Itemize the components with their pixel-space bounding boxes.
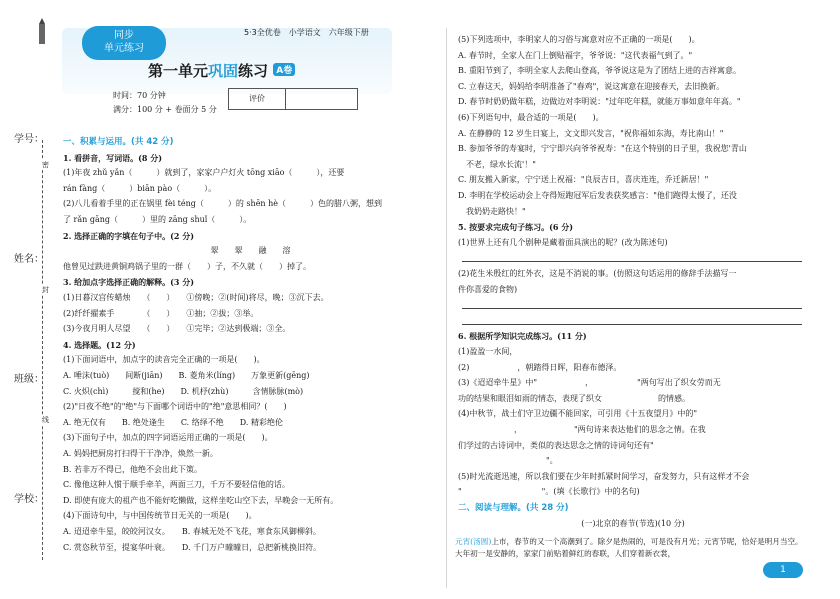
question-line: (3)下面句子中，加点的四字词语运用正确的一项是( )。: [63, 433, 273, 443]
margin-mark-feng: 封: [42, 286, 49, 294]
binding-margin: [8, 20, 56, 580]
question-line: B. 参加爷爷的寿宴时，宁宁即兴向爷爷祝寿："在这个特别的日子里，我祝您'青山: [458, 144, 747, 154]
answer-line[interactable]: [462, 261, 802, 262]
page-title: 第一单元巩固练习 A卷: [148, 60, 295, 81]
name-label: 姓名：: [14, 254, 44, 265]
question-line: B. 若非万不得已，他绝不会出此下策。: [63, 464, 202, 474]
question-line: (4)下面诗句中，与中国传统节日无关的一项是( )。: [63, 511, 257, 521]
question-heading: 2. 选择正确的字填在句子中。(2 分): [63, 230, 195, 241]
class-label: 班级：: [14, 374, 44, 385]
question-line: (2)纤纤擢素手 （ ） ①抽；②拔；③举。: [63, 308, 259, 318]
question-line: B. 重阳节到了，李明全家人去爬山登高，爷爷说这是为了团结上进的吉祥寓意。: [458, 66, 741, 76]
question-line: C. 立春这天，妈妈给李明准备了"春鸡"，说这寓意在迎接春天，去旧换新。: [458, 81, 725, 91]
question-line: 他曾见过跌进黄铜鸡锅子里的一群（ ）子，不久就（ ）掉了。: [63, 261, 311, 271]
question-line: (2) ，朝踏得日晖，阳春布德泽。: [458, 362, 622, 372]
question-line: C. 像他这种人惯于顺手牵羊，两面三刀，千万不要轻信他的话。: [63, 480, 290, 490]
question-line: (5)时光流逝迅速，所以我们要在少年时抓紧时间学习，奋发努力，只有这样才不会: [458, 471, 750, 481]
question-line: D. 春节时奶奶做年糕，边做边对李明说："过年吃年糕，就能万事如意年年高。": [458, 97, 741, 107]
question-heading: 4. 选择题。(12 分): [63, 339, 136, 350]
question-line: ， "两句诗来表达他们的思念之情。在我: [458, 425, 706, 434]
question-line: (2)花生米殷红的红外衣，这是不消说的事。(仿照这句话运用的修辞手法描写一: [458, 269, 737, 278]
question-heading: 6. 根据所学知识完成练习。(11 分): [458, 331, 587, 342]
student-id-label: 学号：: [14, 134, 44, 145]
title-tag: A卷: [273, 63, 295, 76]
margin-mark-mi: 密: [42, 161, 49, 169]
answer-line[interactable]: [462, 308, 802, 309]
question-line: C. 朋友搬入新家，宁宁送上祝福："良辰吉日，喜庆连连，乔迁新居！": [458, 175, 709, 185]
question-line: (2)八儿看着手里的正在锅里 fèi téng（ ）的 shēn hè（ ）色的腊八粥，想到: [63, 199, 383, 209]
question-line: 功的结果和眼泪如雨的情态，表现了织女 的情感。: [458, 393, 690, 403]
question-line: (4)中秋节，战士们守卫边疆不能回家，可引用《十五夜望月》中的": [458, 409, 698, 419]
question-line: A. 迢迢牵牛星，皎皎河汉女。 B. 春城无处不飞花，寒食东风御柳斜。: [63, 527, 321, 536]
series-info: 5·3全优卷 小学语文 六年级下册: [244, 28, 369, 37]
question-line: (1)盈盈一水间，: [458, 347, 518, 356]
question-heading: 1. 看拼音，写词语。(8 分): [63, 152, 163, 163]
question-line: (1)下面词语中，加点字的读音完全正确的一项是( )。: [63, 355, 265, 365]
column-divider: [446, 28, 447, 588]
question-line: D. 李明在学校运动会上夺得短跑冠军后发表获奖感言："他们跑得太慢了，还没: [458, 191, 737, 200]
section-heading: 一、积累与运用。(共 42 分): [63, 137, 174, 147]
question-line: C. 赏恣秋节至，提宴华叶衰。 D. 千门万户曈曈日，总把新桃换旧符。: [63, 542, 322, 552]
question-line: (6)下列语句中，最合适的一项是( )。: [458, 113, 604, 122]
question-line: A. 绝无仅有 B. 绝处逢生 C. 络绎不绝 D. 精彩绝伦: [63, 417, 283, 427]
question-heading: 5. 按要求完成句子练习。(6 分): [458, 222, 574, 233]
margin-mark-xian: 线: [42, 416, 49, 424]
question-line: (1)世界上还有几个剧种是藏着面具演出的呢？(改为陈述句): [458, 237, 668, 247]
school-label: 学校：: [14, 494, 44, 505]
question-line: (3)《迢迢牵牛星》中" ， "两句写出了织女劳而无: [458, 378, 721, 388]
passage-text: 上市，春节的又一个高潮到了。除夕是热闹的，可是没有月光；元宵节呢，恰好是明月当空。大年初一是安静的，家家门前贴着鲜红的春联，人们穿着新衣裳，: [455, 537, 803, 558]
question-line: " "。(填《长歌行》中的名句): [458, 487, 640, 497]
question-line: "。: [458, 456, 558, 466]
question-line: A. 妈妈把厨房打扫得干干净净，焕然一新。: [63, 449, 218, 458]
score-box: [228, 88, 358, 110]
question-line: (1)日暮汉宫传蜡烛 （ ） ①傍晚；②(时间)将尽，晚；③沉下去。: [63, 293, 329, 302]
reading-passage: [455, 536, 805, 560]
question-heading: 3. 给加点字选择正确的解释。(3 分): [63, 277, 195, 288]
unit-badge: 同步 单元练习: [82, 26, 166, 60]
question-line: 们学过的古诗词中，类似的表达思念之情的诗词句还有": [458, 440, 654, 450]
question-line: (3)今夜月明人尽望 （ ） ①完毕；②达到极端；③全。: [63, 324, 291, 334]
section-heading: 二、阅读与理解。(共 28 分): [458, 503, 569, 513]
question-line: 不老，绿水长流'！": [458, 159, 536, 169]
passage-lead: 元宵(汤圆): [455, 537, 492, 546]
question-line: 了 rǎn gāng（ ）里的 zāng shuǐ（ ）。: [63, 215, 252, 224]
question-line: (5)下列选项中，李明家人的习俗与寓意对应不正确的一项是( )。: [458, 35, 700, 44]
question-line: A. 唾沫(tuò) 间断(jiān) B. 菱角米(líng) 万象更新(gēng): [63, 371, 310, 380]
question-line: 件你喜爱的食物): [458, 284, 518, 294]
question-line: (一)北京的春节(节选)(10 分): [581, 518, 685, 528]
question-line: rán fàng（ ）biān pào（ ）。: [63, 183, 217, 193]
question-line: D. 即使有庞大的祖产也不能好吃懒做，这样坐吃山空下去，早晚会一无所有。: [63, 495, 339, 505]
answer-line[interactable]: [462, 324, 802, 325]
question-line: 翠 翠 融 溶: [210, 246, 291, 256]
question-line: (1)年夜 zhǔ yǎn（ ）就到了，家家户户灯火 tōng xiāo（ ），还要: [63, 168, 345, 178]
page-number: 1: [763, 562, 803, 578]
question-line: C. 火炽(chì) 搅和(he) D. 机杼(zhù) 含情脉脉(mò): [63, 386, 304, 396]
full-score: 满分：100 分 + 卷面分 5 分: [113, 105, 217, 114]
question-line: 我奶奶走路快！": [458, 206, 526, 216]
question-line: (2)"日夜不绝"的"绝"与下面哪个词语中的"绝"意思相同？( ): [63, 402, 287, 412]
question-line: A. 在静静的 12 岁生日宴上，文文即兴发言，"祝你福如东海，寿比南山！": [458, 128, 724, 138]
question-line: A. 春节时，全家人在门上倒贴福字，爷爷说："这代表福气到了。": [458, 50, 693, 60]
score-label: 评价: [229, 89, 286, 109]
time-limit: 时间：70 分钟: [113, 91, 166, 100]
